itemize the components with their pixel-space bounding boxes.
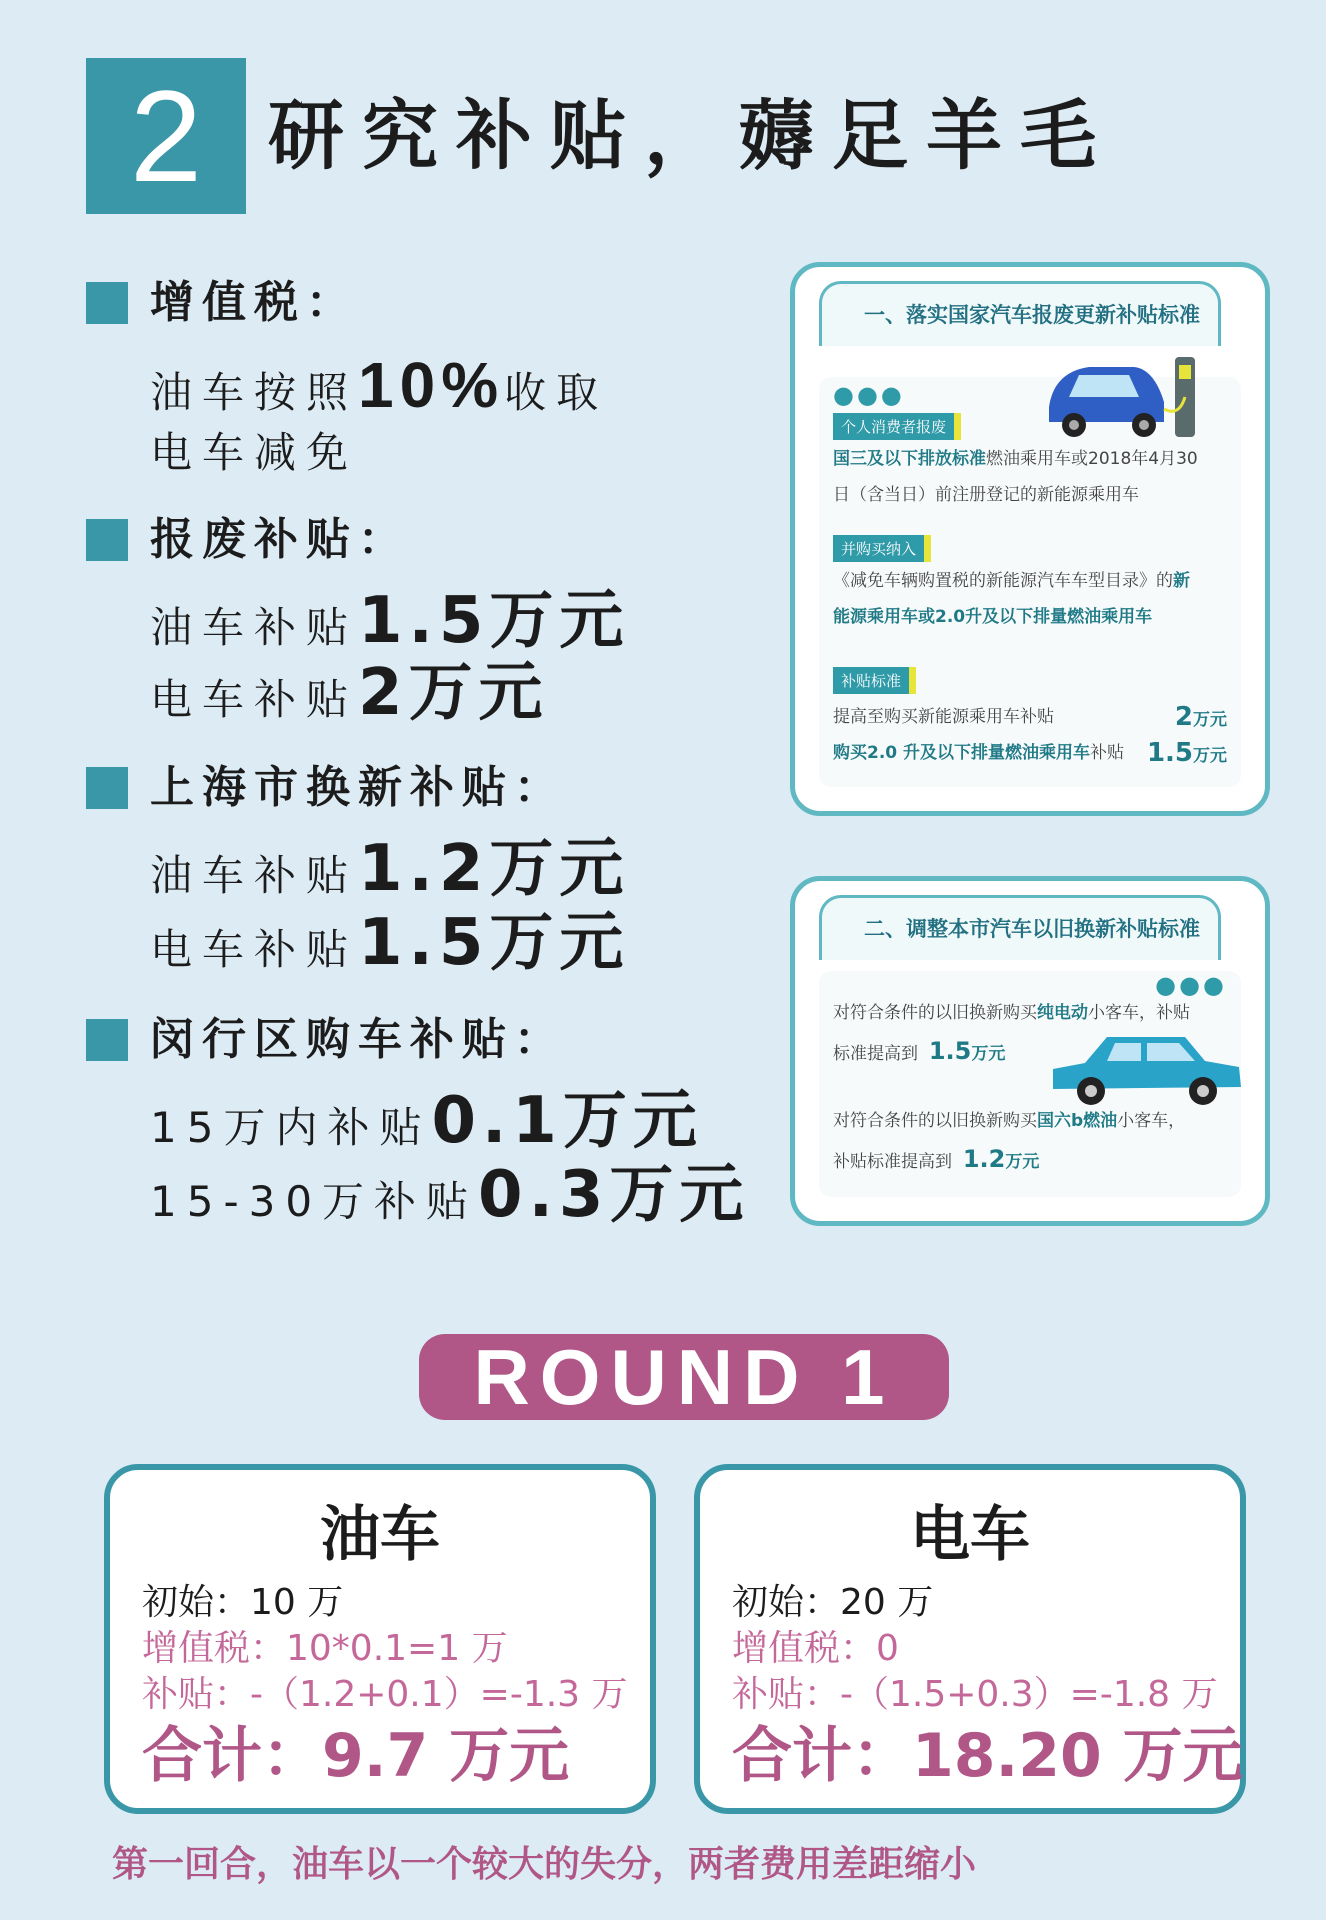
- card1-row-gas: 购买2.0 升及以下排量燃油乘用车补贴 1.5万元: [833, 738, 1227, 768]
- gas-car-calc-box: [104, 1464, 656, 1814]
- ev-initial: 初始：20 万: [732, 1582, 934, 1623]
- gas-subsidy: 补贴：-（1.2+0.1）=-1.3 万: [142, 1674, 628, 1715]
- section-heading-scrap: 报废补贴：: [86, 512, 410, 568]
- square-bullet-icon: [86, 282, 128, 324]
- square-bullet-icon: [86, 767, 128, 809]
- card2-text-1: 对符合条件的以旧换新购买纯电动小客车，补贴: [833, 1003, 1190, 1023]
- ev-box-title: 电车: [910, 1500, 1030, 1570]
- round-banner: ROUND 1: [419, 1334, 949, 1420]
- electric-car-icon: [1029, 347, 1209, 447]
- gas-total: 合计：9.7 万元: [142, 1721, 570, 1791]
- scrap-line-gas: 油车补贴1.5万元: [150, 584, 630, 658]
- minhang-line-2: 15-30万补贴0.3万元: [150, 1158, 750, 1232]
- tag-purchase: 并购买纳入: [833, 535, 931, 562]
- tag-standard: 补贴标准: [833, 667, 916, 694]
- card-tab-shanghai: 二、调整本市汽车以旧换新补贴标准: [819, 895, 1221, 960]
- gas-tax: 增值税：10*0.1=1 万: [142, 1628, 508, 1669]
- page-title: 研究补贴，薅足羊毛: [268, 91, 1114, 180]
- section-heading-minhang: 闵行区购车补贴：: [86, 1012, 566, 1068]
- square-bullet-icon: [86, 1019, 128, 1061]
- window-dots-icon: ●●●: [1155, 971, 1227, 999]
- square-bullet-icon: [86, 519, 128, 561]
- scrap-line-ev: 电车补贴2万元: [150, 656, 549, 730]
- shanghai-line-ev: 电车补贴1.5万元: [150, 906, 630, 980]
- shanghai-line-gas: 油车补贴1.2万元: [150, 832, 630, 906]
- card-content: [819, 971, 1241, 1197]
- ev-total: 合计：18.20 万元: [732, 1721, 1243, 1791]
- section-number-badge: 2: [86, 58, 246, 214]
- ev-subsidy: 补贴：-（1.5+0.3）=-1.8 万: [732, 1674, 1218, 1715]
- card2-text-3: 对符合条件的以旧换新购买国六b燃油小客车，: [833, 1111, 1186, 1131]
- card1-text-2: 日（含当日）前注册登记的新能源乘用车: [833, 485, 1139, 505]
- tag-personal-scrap: 个人消费者报废: [833, 413, 961, 440]
- vintage-car-icon: [1045, 1017, 1245, 1107]
- card-content: [819, 377, 1241, 787]
- gas-initial: 初始：10 万: [142, 1582, 344, 1623]
- section-heading-vat: 增值税：: [86, 275, 358, 331]
- card1-text-1: 国三及以下排放标准燃油乘用车或2018年4月30: [833, 449, 1198, 469]
- window-dots-icon: ●●●: [833, 381, 905, 409]
- gas-box-title: 油车: [320, 1500, 440, 1570]
- card2-text-2: 标准提高到 1.5万元: [833, 1037, 1006, 1065]
- card1-text-3: 《减免车辆购置税的新能源汽车车型目录》的新: [833, 571, 1190, 591]
- card2-text-4: 补贴标准提高到 1.2万元: [833, 1145, 1040, 1173]
- ev-tax: 增值税：0: [732, 1628, 899, 1669]
- card1-row-ev: 提高至购买新能源乘用车补贴 2万元: [833, 702, 1227, 732]
- conclusion-text: 第一回合，油车以一个较大的失分，两者费用差距缩小: [112, 1844, 977, 1885]
- vat-line-ev: 电车减免: [150, 428, 359, 477]
- ev-calc-box: [694, 1464, 1246, 1814]
- card1-text-4: 能源乘用车或2.0升及以下排量燃油乘用车: [833, 607, 1153, 627]
- vat-line-gas: 油车按照10%收取: [150, 349, 609, 421]
- card-tab-national: 一、落实国家汽车报废更新补贴标准: [819, 281, 1221, 346]
- national-subsidy-card: [790, 262, 1270, 816]
- section-heading-shanghai: 上海市换新补贴：: [86, 760, 566, 816]
- minhang-line-1: 15万内补贴0.1万元: [150, 1084, 703, 1158]
- shanghai-subsidy-card: [790, 876, 1270, 1226]
